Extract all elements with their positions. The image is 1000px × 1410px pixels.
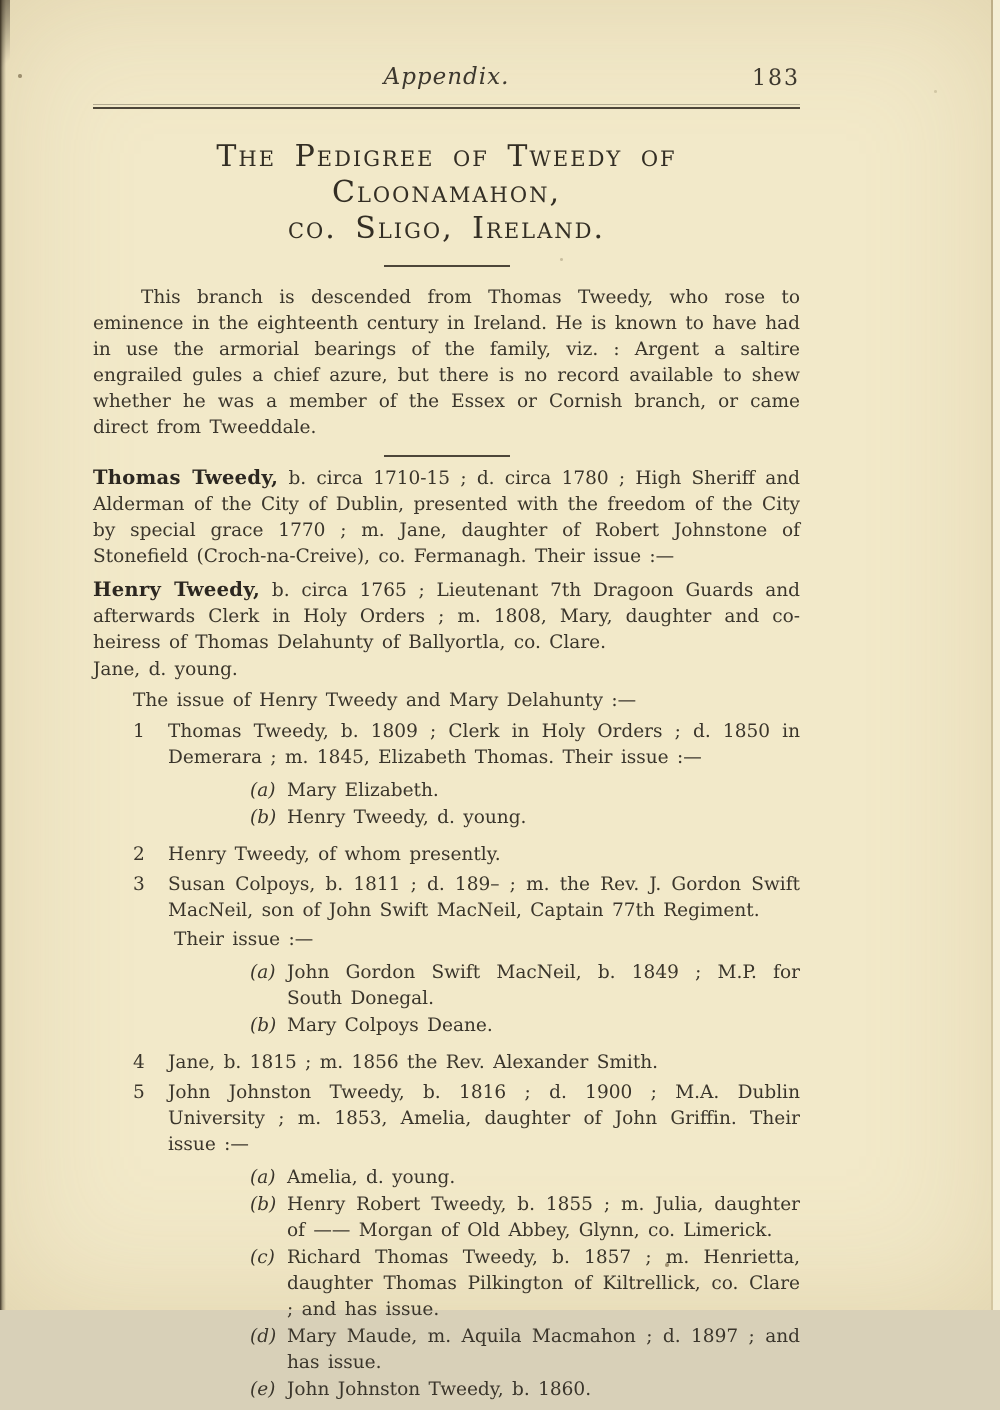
sub-item — [250, 778, 800, 804]
entry-thomas-lead: Thomas Tweedy, — [93, 466, 279, 489]
issue-item-2 — [93, 842, 800, 868]
sub-item-text: John Johnston Tweedy, b. 1860. — [287, 1379, 592, 1400]
sub-item-text: Mary Elizabeth. — [287, 780, 439, 801]
sub-item-text: John Gordon Swift MacNeil, b. 1849 ; M.P. for South Donegal. — [287, 962, 800, 1009]
issue-item-3-text: Susan Colpoys, b. 1811 ; d. 189– ; m. the Rev. J. Gordon Swift MacNeil, son of John Swift MacNeil, Captain 77th Regiment. — [168, 874, 800, 921]
issue-item-2-number: 2 — [133, 844, 145, 865]
issue-item-4 — [93, 1050, 800, 1076]
sub-item-label: (a) — [250, 780, 276, 801]
document-title-line2: co. Sligo, Ireland. — [287, 211, 606, 246]
sub-item-label: (b) — [250, 1015, 277, 1036]
sub-item — [250, 1192, 800, 1244]
paper-speck — [934, 90, 937, 93]
sub-item-text: Amelia, d. young. — [287, 1167, 456, 1188]
intro-paragraph: This branch is descended from Thomas Tweedy, who rose to eminence in the eighteenth century in Ireland. He is known to have had in use the armorial bearings of the family, viz. : Argent a saltire engrailed gules a chief azure, but there is no record available to shew whether he was a member of the Essex or Cornish branch, or came direct from Tweeddale. — [93, 287, 800, 438]
page-number: 183 — [752, 66, 800, 91]
issue-item-1-sublist — [250, 778, 800, 831]
sub-item-label: (b) — [250, 1194, 277, 1215]
document-title — [93, 139, 800, 247]
section-divider — [384, 455, 510, 457]
sub-item-text: Richard Thomas Tweedy, b. 1857 ; m. Henrietta, daughter Thomas Pilkington of Kiltrellick, co. Clare ; and has issue. — [287, 1247, 800, 1320]
sub-item — [250, 1013, 800, 1039]
sub-item-text: Henry Tweedy, d. young. — [287, 807, 527, 828]
issue-item-1 — [93, 719, 800, 838]
issue-item-3 — [93, 872, 800, 1046]
entry-henry-tweedy — [93, 577, 800, 656]
sub-item-text: Mary Colpoys Deane. — [287, 1015, 493, 1036]
title-divider — [384, 265, 510, 267]
sub-item — [250, 1324, 800, 1376]
page-header — [93, 0, 800, 100]
issue-heading: The issue of Henry Tweedy and Mary Delahunty :— — [133, 690, 637, 711]
issue-item-2-text: Henry Tweedy, of whom presently. — [168, 844, 501, 865]
entry-thomas-text: b. circa 1710-15 ; d. circa 1780 ; High Sheriff and Alderman of the City of Dublin, presented with the freedom of the City by special grace 1770 ; m. Jane, daughter of Robert Johnstone of Stonefield (Croch-na-Creive), co. Fermanagh. Their issue :— — [93, 468, 800, 567]
sub-item — [250, 1377, 800, 1403]
document-title-line1: The Pedigree of Tweedy of Cloonamahon, — [216, 139, 677, 210]
sub-item-label: (a) — [250, 962, 276, 983]
sub-item-text: Mary Maude, m. Aquila Macmahon ; d. 1897 ; and has issue. — [287, 1326, 800, 1373]
sub-item-label: (b) — [250, 807, 277, 828]
issue-item-5-number: 5 — [133, 1082, 145, 1103]
issue-item-3-number: 3 — [133, 874, 145, 895]
issue-item-1-number: 1 — [133, 721, 145, 742]
entry-thomas-tweedy — [93, 465, 800, 570]
issue-item-4-number: 4 — [133, 1052, 145, 1073]
sub-item — [250, 960, 800, 1012]
issue-item-5-sublist — [250, 1165, 800, 1403]
running-title: Appendix. — [383, 64, 510, 90]
sub-item-label: (c) — [250, 1247, 275, 1268]
issue-item-1-text: Thomas Tweedy, b. 1809 ; Clerk in Holy Orders ; d. 1850 in Demerara ; m. 1845, Elizabeth Thomas. Their issue :— — [168, 721, 800, 768]
issue-item-5-text: John Johnston Tweedy, b. 1816 ; d. 1900 ; M.A. Dublin University ; m. 1853, Amelia, daughter of John Griffin. Their issue :— — [168, 1082, 800, 1155]
issue-item-3-sublist — [250, 960, 800, 1039]
left-binding-shadow — [0, 0, 6, 1310]
sub-item-label: (e) — [250, 1379, 276, 1400]
issue-item-4-text: Jane, b. 1815 ; m. 1856 the Rev. Alexander Smith. — [168, 1052, 659, 1073]
header-rule — [93, 107, 800, 109]
issue-list — [93, 719, 800, 1410]
sub-item — [250, 1245, 800, 1323]
sub-item-text: Henry Robert Tweedy, b. 1855 ; m. Julia, daughter of —— Morgan of Old Abbey, Glynn, co. Limerick. — [287, 1194, 800, 1241]
issue-item-5 — [93, 1080, 800, 1410]
paper-speck — [18, 74, 22, 78]
sub-item — [250, 1165, 800, 1191]
right-page-edge — [993, 0, 1000, 1310]
entry-henry-text: b. circa 1765 ; Lieutenant 7th Dragoon Guards and afterwards Clerk in Holy Orders ; m. 1808, Mary, daughter and co-heiress of Thomas Delahunty of Ballyortla, co. Clare. — [93, 580, 800, 653]
entry-henry-lead: Henry Tweedy, — [93, 578, 261, 601]
page-content — [93, 0, 800, 1410]
sub-item-label: (d) — [250, 1326, 277, 1347]
sub-item — [250, 805, 800, 831]
issue-item-3-issue-line: Their issue :— — [174, 929, 314, 950]
jane-note: Jane, d. young. — [93, 659, 238, 680]
sub-item-label: (a) — [250, 1167, 276, 1188]
